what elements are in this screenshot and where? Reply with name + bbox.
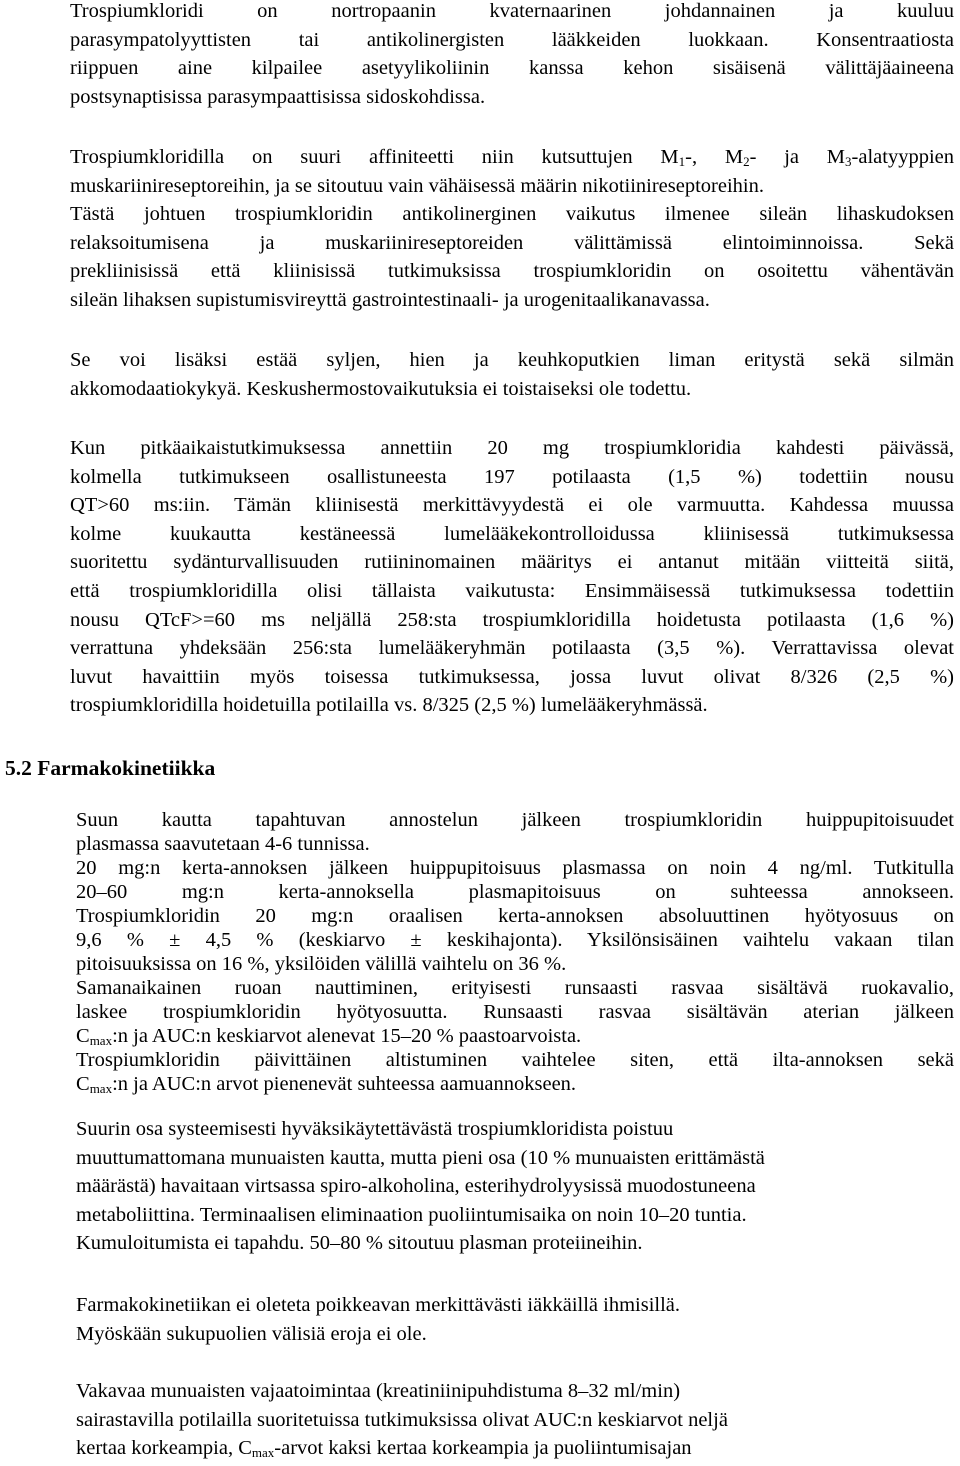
text-line: kolme kuukautta kestäneessä lumelääkekontrolloidussa kliinisessä tutkimuksessa [70,522,954,545]
text-line: Suun kautta tapahtuvan annostelun jälkeen trospiumkloridin huippupitoisuudet [76,809,954,831]
text-line: prekliinisissä että kliinisissä tutkimuksissa trospiumkloridin on osoitettu vähentävän [70,260,954,283]
text-line: muskariinireseptoreihin, ja se sitoutuu vain vähäisessä määrin nikotiinireseptoreihin. [70,174,764,197]
text-run: kertaa korkeampia, C [76,1437,252,1460]
text-run: Trospiumkloridilla on suuri affiniteetti niin kutsuttujen M [70,146,679,168]
text-line: Tästä johtuen trospiumkloridin antikolinerginen vaikutus ilmenee sileän lihaskudoksen [70,203,954,226]
text-line: Suurin osa systeemisesti hyväksikäytettävästä trospiumkloridista poistuu [76,1118,674,1140]
text-line [76,1434,954,1463]
text-line: 20–60 mg:n kerta-annoksella plasmapitoisuus on suhteessa annokseen. [76,881,954,903]
text-line: nousu QTcF>=60 ms neljällä 258:sta trospiumkloridilla hoidetusta potilaasta (1,6 %) [70,608,954,631]
text-line: Kumuloitumista ei tapahdu. 50–80 % sitoutuu plasman proteiineihin. [76,1232,643,1255]
paragraph-renal [76,1377,954,1463]
text-line: muuttumattomana munuaisten kautta, mutta pieni osa (10 % munuaisten erittämästä [76,1146,765,1169]
subscript: max [89,1081,113,1096]
text-run: :n ja AUC:n keskiarvot alenevat 15–20 % paastoarvoista. [112,1025,582,1047]
text-line: trospiumkloridilla hoidetuilla potilailla vs. 8/325 (2,5 %) lumelääkeryhmässä. [70,694,708,717]
text-run: C [76,1073,90,1095]
text-line [76,1024,954,1048]
text-run: :n ja AUC:n arvot pienenevät suhteessa aamuannokseen. [112,1073,577,1095]
paragraph-elderly [76,1291,954,1348]
text-line: Se voi lisäksi estää syljen, hien ja keuhkoputkien liman eritystä sekä silmän [70,349,954,371]
text-line: kolmella tutkimukseen osallistuneesta 197 potilaasta (1,5 %) todettiin nousu [70,465,954,488]
text-line: 9,6 % ± 4,5 % (keskiarvo ± keskihajonta). Yksilönsisäinen vaihtelu vakaan tilan [76,929,954,951]
text-line: määrästä) havaitaan virtsassa spiro-alkoholina, esterihydrolyysissä muodostuneena [76,1175,756,1198]
text-line: suoritettu sydänturvallisuuden rutiininomainen määritys ei antanut mitään viitteitä siitä, [70,551,954,574]
text-line: Samanaikainen ruoan nauttiminen, erityisesti runsaasti rasvaa sisältävä ruokavalio, [76,977,954,999]
text-line: relaksoitumisena ja muskariinireseptoreiden välittämissä elintoiminnoissa. Sekä [70,231,954,254]
text-line: plasmassa saavutetaan 4-6 tunnissa. [76,833,370,855]
section-heading: 5.2 Farmakokinetiikka [5,756,216,780]
text-line: laskee trospiumkloridin hyötyosuutta. Runsaasti rasvaa sisältävän aterian jälkeen [76,1001,954,1023]
text-line: verrattuna yhdeksään 256:sta lumelääkeryhmän potilaasta (3,5 %). Verrattavissa olevat [70,637,954,660]
text-run: -arvot kaksi kertaa korkeampia ja puoliintumisajan [274,1437,692,1460]
subscript: max [251,1445,275,1461]
paragraph-secretion [70,346,954,403]
text-line: Vakavaa munuaisten vajaatoimintaa (kreatiniinipuhdistuma 8–32 ml/min) [76,1380,681,1402]
subscript: 3 [845,154,852,169]
text-line [76,1072,954,1096]
subscript: 1 [678,154,686,169]
subscript: 2 [743,154,750,169]
text-run: C [76,1025,90,1047]
text-line: pitoisuuksissa on 16 %, yksilöiden välillä vaihtelu on 36 %. [76,953,567,975]
paragraph-mechanism [70,0,954,111]
text-line: postsynaptisissa parasympaattisissa sidoskohdissa. [70,85,486,108]
text-line [70,143,954,172]
subscript: max [89,1033,113,1048]
text-line: Trospiumkloridin 20 mg:n oraalisen kerta-annoksen absoluuttinen hyötyosuus on [76,905,954,927]
text-line: QT>60 ms:iin. Tämän kliinisestä merkittävyydestä ei ole varmuutta. Kahdessa muussa [70,494,954,517]
text-line: että trospiumkloridilla olisi tällaista vaikutusta: Ensimmäisessä tutkimuksessa todettiin [70,579,954,602]
text-line: sileän lihaksen supistumisvireyttä gastrointestinaali- ja urogenitaalikanavassa. [70,288,710,311]
text-line: luvut havaittiin myös toisessa tutkimuksessa, jossa luvut olivat 8/326 (2,5 %) [70,665,954,688]
text-line: metaboliittina. Terminaalisen eliminaation puoliintumisaika on noin 10–20 tuntia. [76,1203,747,1226]
text-line: Myöskään sukupuolien välisiä eroja ei ole. [76,1322,427,1345]
text-line: Farmakokinetiikan ei oleteta poikkeavan merkittävästi iäkkäillä ihmisillä. [76,1294,680,1316]
text-line: Trospiumkloridi on nortropaanin kvaternaarinen johdannainen ja kuuluu [70,0,954,22]
paragraph-elimination [76,1115,954,1258]
text-line: 20 mg:n kerta-annoksen jälkeen huippupitoisuus plasmassa on noin 4 ng/ml. Tutkitulla [76,857,954,879]
text-line: akkomodaatiokykyä. Keskushermostovaikutuksia ei toistaiseksi ole todettu. [70,377,692,400]
text-run: - ja M [749,146,846,168]
text-line: Kun pitkäaikaistutkimuksessa annettiin 20 mg trospiumkloridia kahdesti päivässä, [70,437,954,459]
text-line: sairastavilla potilailla suoritetuissa tutkimuksissa olivat AUC:n keskiarvot neljä [76,1408,728,1431]
text-line: riippuen aine kilpailee asetyylikoliinin kanssa kehon sisäisenä välittäjäaineena [70,57,954,80]
paragraph-qt-studies [70,434,954,720]
text-run: -, M [685,146,744,168]
text-run: -alatyyppien [851,146,954,168]
paragraph-affinity [70,143,954,315]
paragraph-absorption [76,808,954,1096]
text-line: Trospiumkloridin päivittäinen altistuminen vaihtelee siten, että ilta-annoksen sekä [76,1049,954,1071]
text-line: parasympatolyyttisten tai antikolinergisten lääkkeiden luokkaan. Konsentraatiosta [70,28,954,51]
